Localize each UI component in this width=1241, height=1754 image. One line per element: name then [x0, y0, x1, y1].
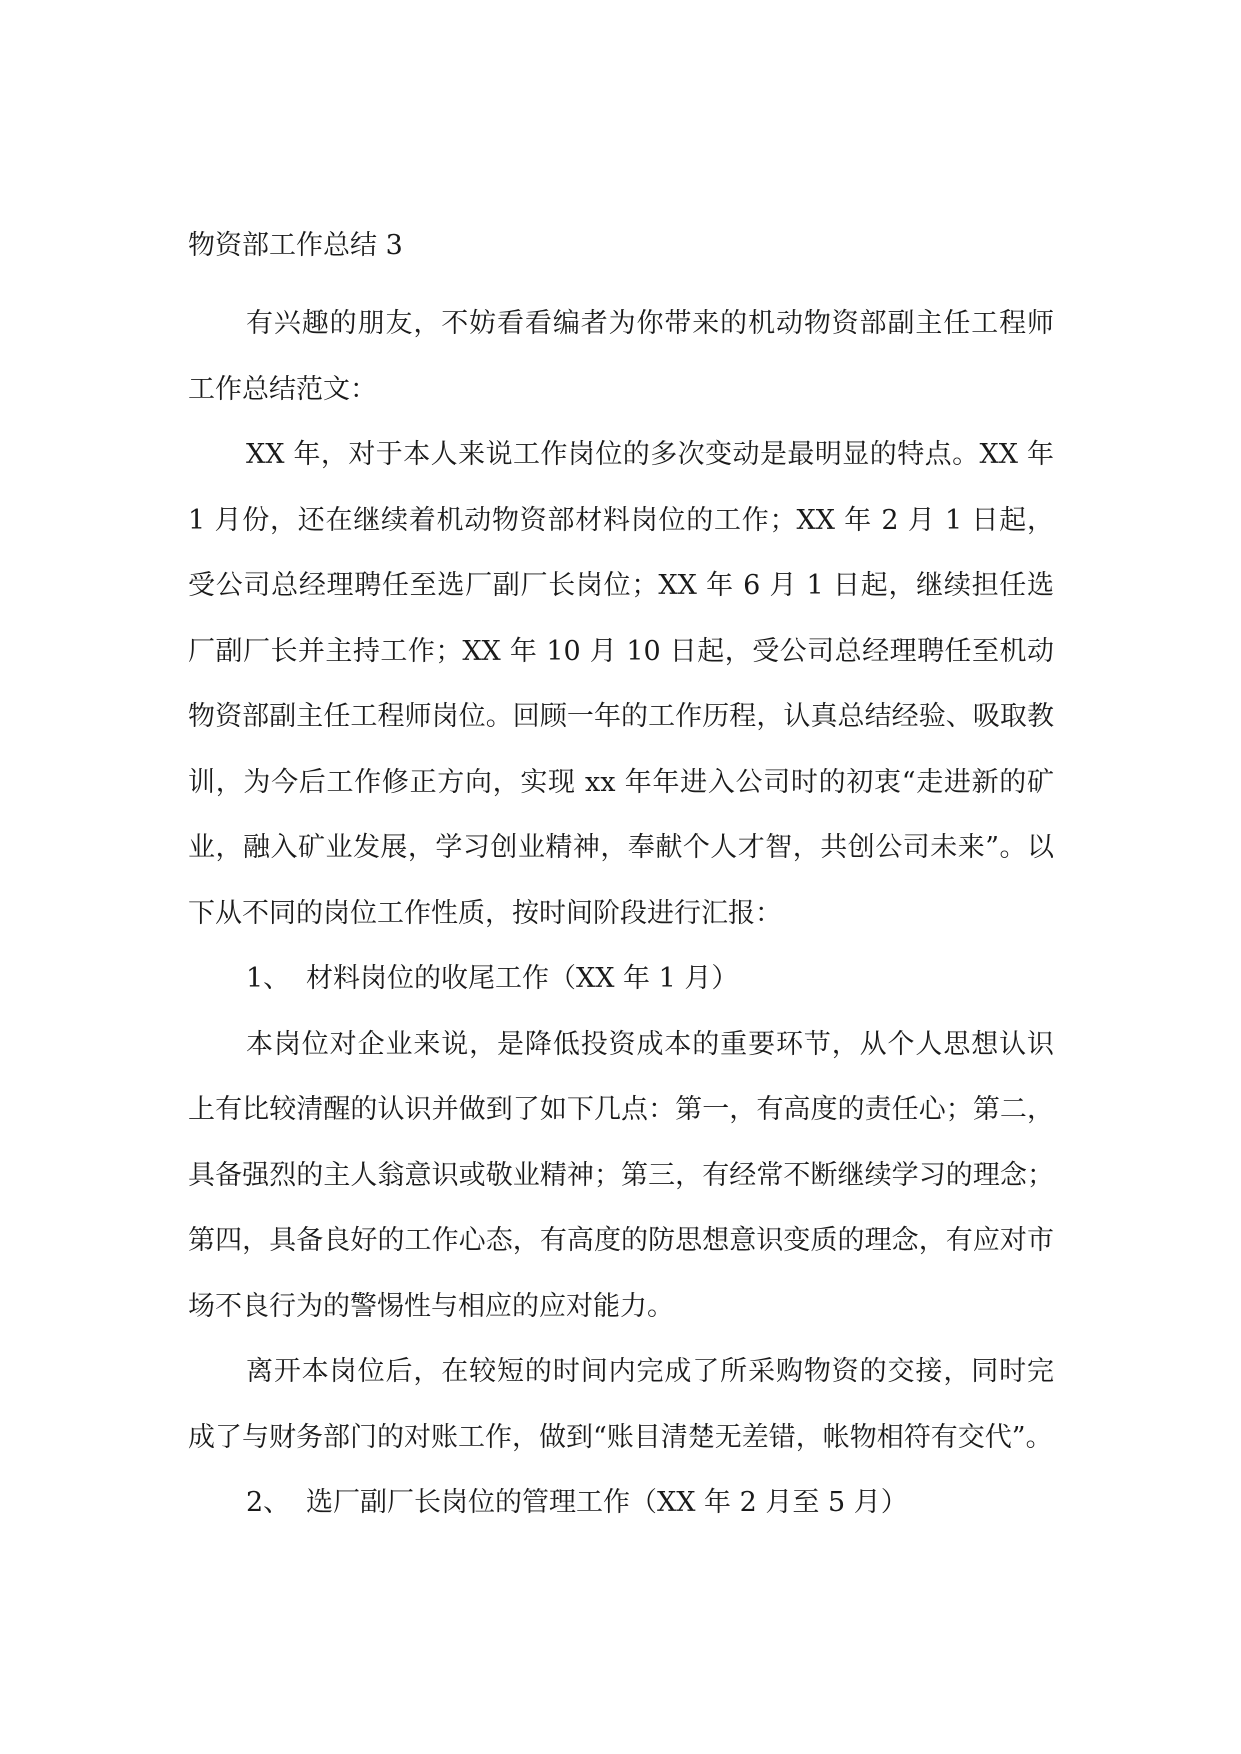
intro-paragraph: 有兴趣的朋友，不妨看看编者为你带来的机动物资部副主任工程师工作总结范文：	[188, 308, 1054, 405]
document-body	[188, 226, 1054, 1536]
section-heading-2	[188, 1470, 1054, 1536]
section-title-1: 材料岗位的收尾工作（XX 年 1 月）	[306, 963, 739, 994]
section-heading-1	[188, 946, 1054, 1012]
section1-paragraph: 本岗位对企业来说，是降低投资成本的重要环节，从个人思想认识上有比较清醒的认识并做到了如下几点：第一，有高度的责任心；第二，具备强烈的主人翁意识或敬业精神；第三，有经常不断继续学习的理念；第四，具备良好的工作心态，有高度的防思想意识变质的理念，有应对市场不良行为的警惕性与相应的应对能力。	[188, 1028, 1054, 1322]
section-number-1: 1、	[246, 963, 291, 994]
section-number-2: 2、	[246, 1487, 291, 1518]
section-title-2: 选厂副厂长岗位的管理工作（XX 年 2 月至 5 月）	[306, 1487, 908, 1518]
section1-paragraph: 离开本岗位后，在较短的时间内完成了所采购物资的交接，同时完成了与财务部门的对账工作，做到“账目清楚无差错，帐物相符有交代”。	[188, 1356, 1054, 1453]
overview-paragraph: XX 年，对于本人来说工作岗位的多次变动是最明显的特点。XX 年 1 月份，还在继续着机动物资部材料岗位的工作；XX 年 2 月 1 日起，受公司总经理聘任至选厂副厂长岗位；XX 年 6 月 1 日起，继续担任选厂副厂长并主持工作；XX 年 10 月 10 日起，受公司总经理聘任至机动物资部副主任工程师岗位。回顾一年的工作历程，认真总结经验、吸取教训，为今后工作修正方向，实现 xx 年年进入公司时的初衷“走进新的矿业，融入矿业发展，学习创业精神，奉献个人才智，共创公司未来”。以下从不同的岗位工作性质，按时间阶段进行汇报：	[188, 439, 1054, 929]
document-title: 物资部工作总结 3	[188, 230, 403, 261]
